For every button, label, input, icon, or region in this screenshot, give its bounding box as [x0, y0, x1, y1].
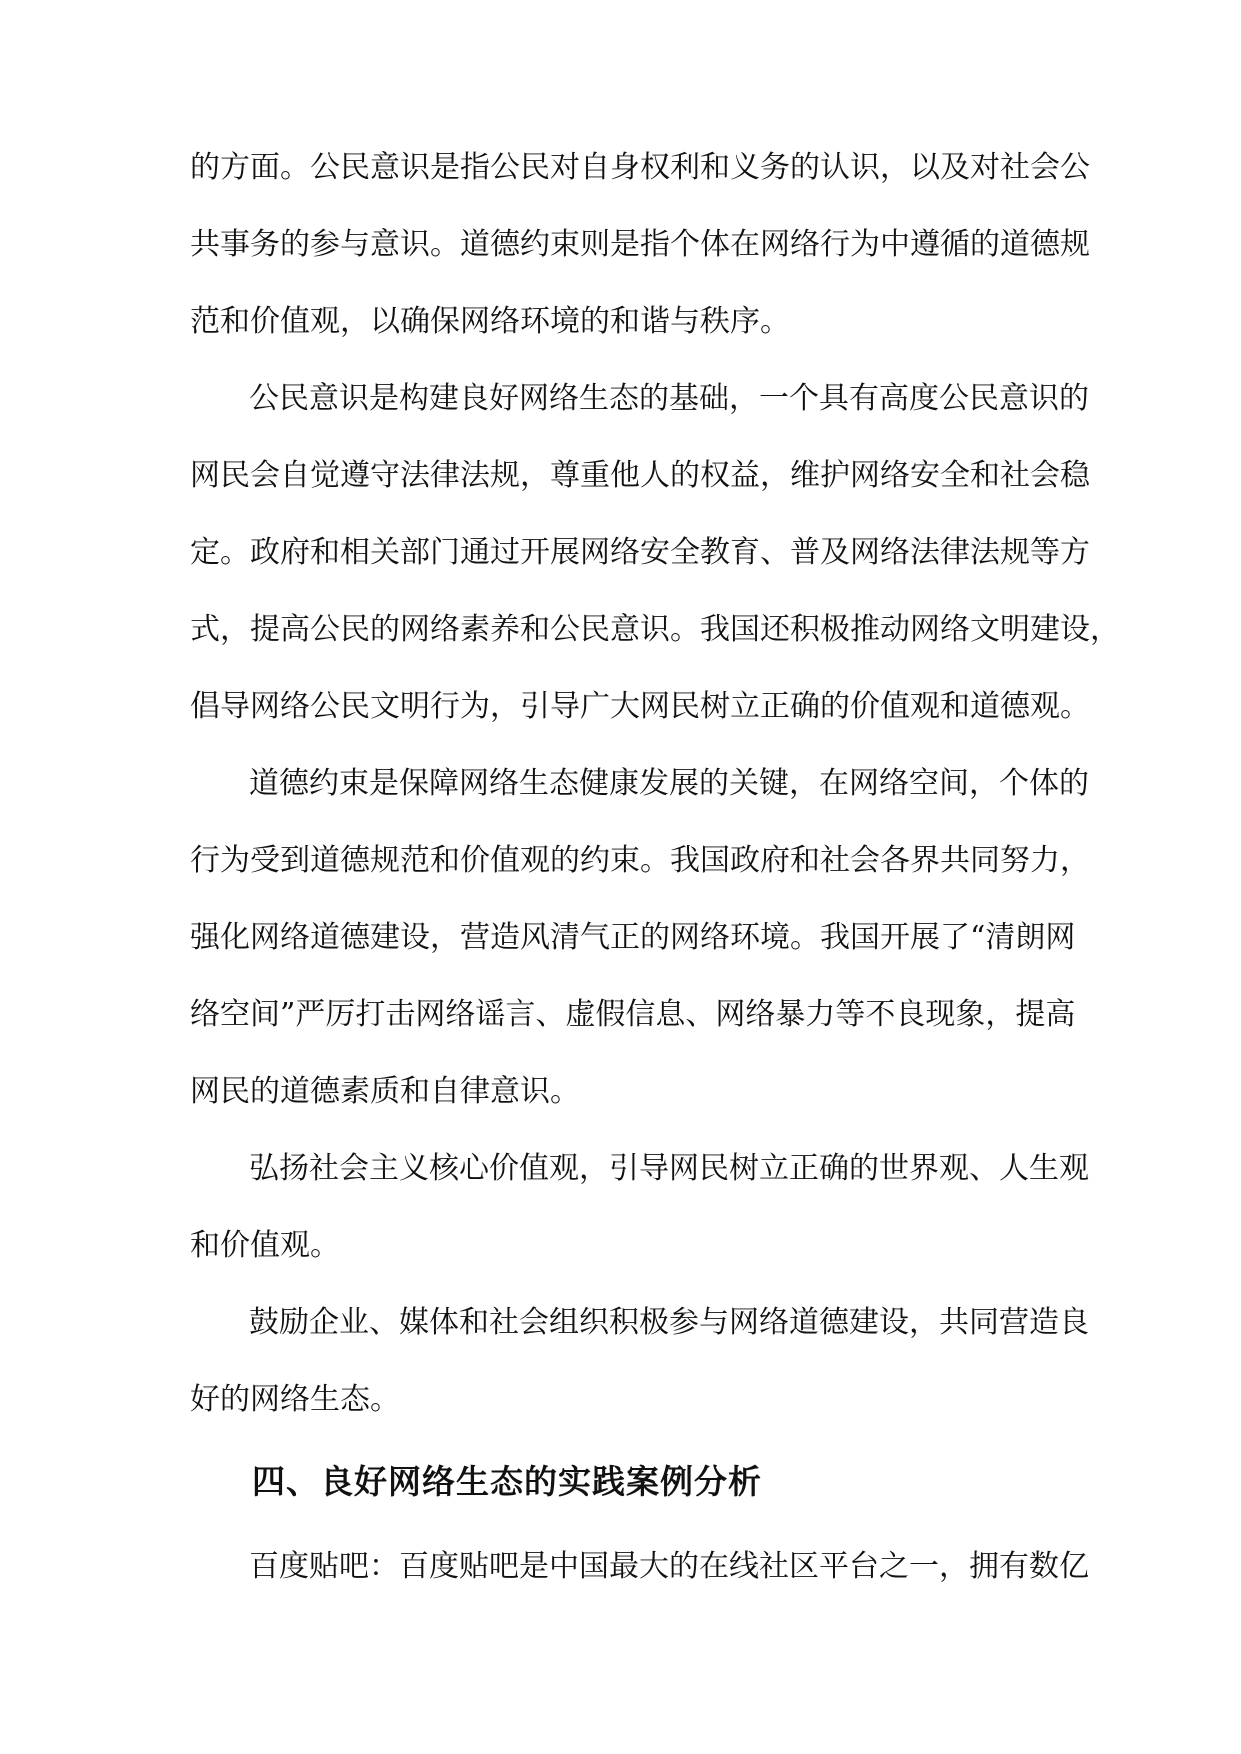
paragraph-3-line-3: 强化网络道德建设，营造风清气正的网络环境。我国开展了“清朗网: [190, 920, 1076, 955]
paragraph-3-line-2: 行为受到道德规范和价值观的约束。我国政府和社会各界共同努力，: [190, 843, 1090, 878]
paragraph-2-line-5: 倡导网络公民文明行为，引导广大网民树立正确的价值观和道德观。: [190, 689, 1090, 724]
paragraph-5-line-1: 鼓励企业、媒体和社会组织积极参与网络道德建设，共同营造良: [249, 1305, 1089, 1340]
paragraph-3-line-5: 网民的道德素质和自律意识。: [190, 1074, 580, 1109]
paragraph-2-line-4: 式，提高公民的网络素养和公民意识。我国还积极推动网络文明建设，: [190, 612, 1120, 647]
paragraph-1-line-1: 的方面。公民意识是指公民对自身权利和义务的认识，以及对社会公: [190, 150, 1090, 185]
paragraph-1-line-3: 范和价值观，以确保网络环境的和谐与秩序。: [190, 304, 790, 339]
paragraph-3-line-4: 络空间”严厉打击网络谣言、虚假信息、网络暴力等不良现象，提高: [190, 997, 1076, 1032]
paragraph-2-line-1: 公民意识是构建良好网络生态的基础，一个具有高度公民意识的: [249, 381, 1089, 416]
paragraph-5-line-2: 好的网络生态。: [190, 1382, 400, 1417]
paragraph-2-line-3: 定。政府和相关部门通过开展网络安全教育、普及网络法律法规等方: [190, 535, 1090, 570]
closing-paragraph-line-1: 百度贴吧：百度贴吧是中国最大的在线社区平台之一，拥有数亿: [249, 1549, 1089, 1584]
section-heading: 四、良好网络生态的实践案例分析: [252, 1462, 762, 1501]
paragraph-1-line-2: 共事务的参与意识。道德约束则是指个体在网络行为中遵循的道德规: [190, 227, 1090, 262]
paragraph-4-line-2: 和价值观。: [190, 1228, 340, 1263]
paragraph-2-line-2: 网民会自觉遵守法律法规，尊重他人的权益，维护网络安全和社会稳: [190, 458, 1090, 493]
paragraph-4-line-1: 弘扬社会主义核心价值观，引导网民树立正确的世界观、人生观: [249, 1151, 1089, 1186]
paragraph-3-line-1: 道德约束是保障网络生态健康发展的关键，在网络空间，个体的: [249, 766, 1089, 801]
